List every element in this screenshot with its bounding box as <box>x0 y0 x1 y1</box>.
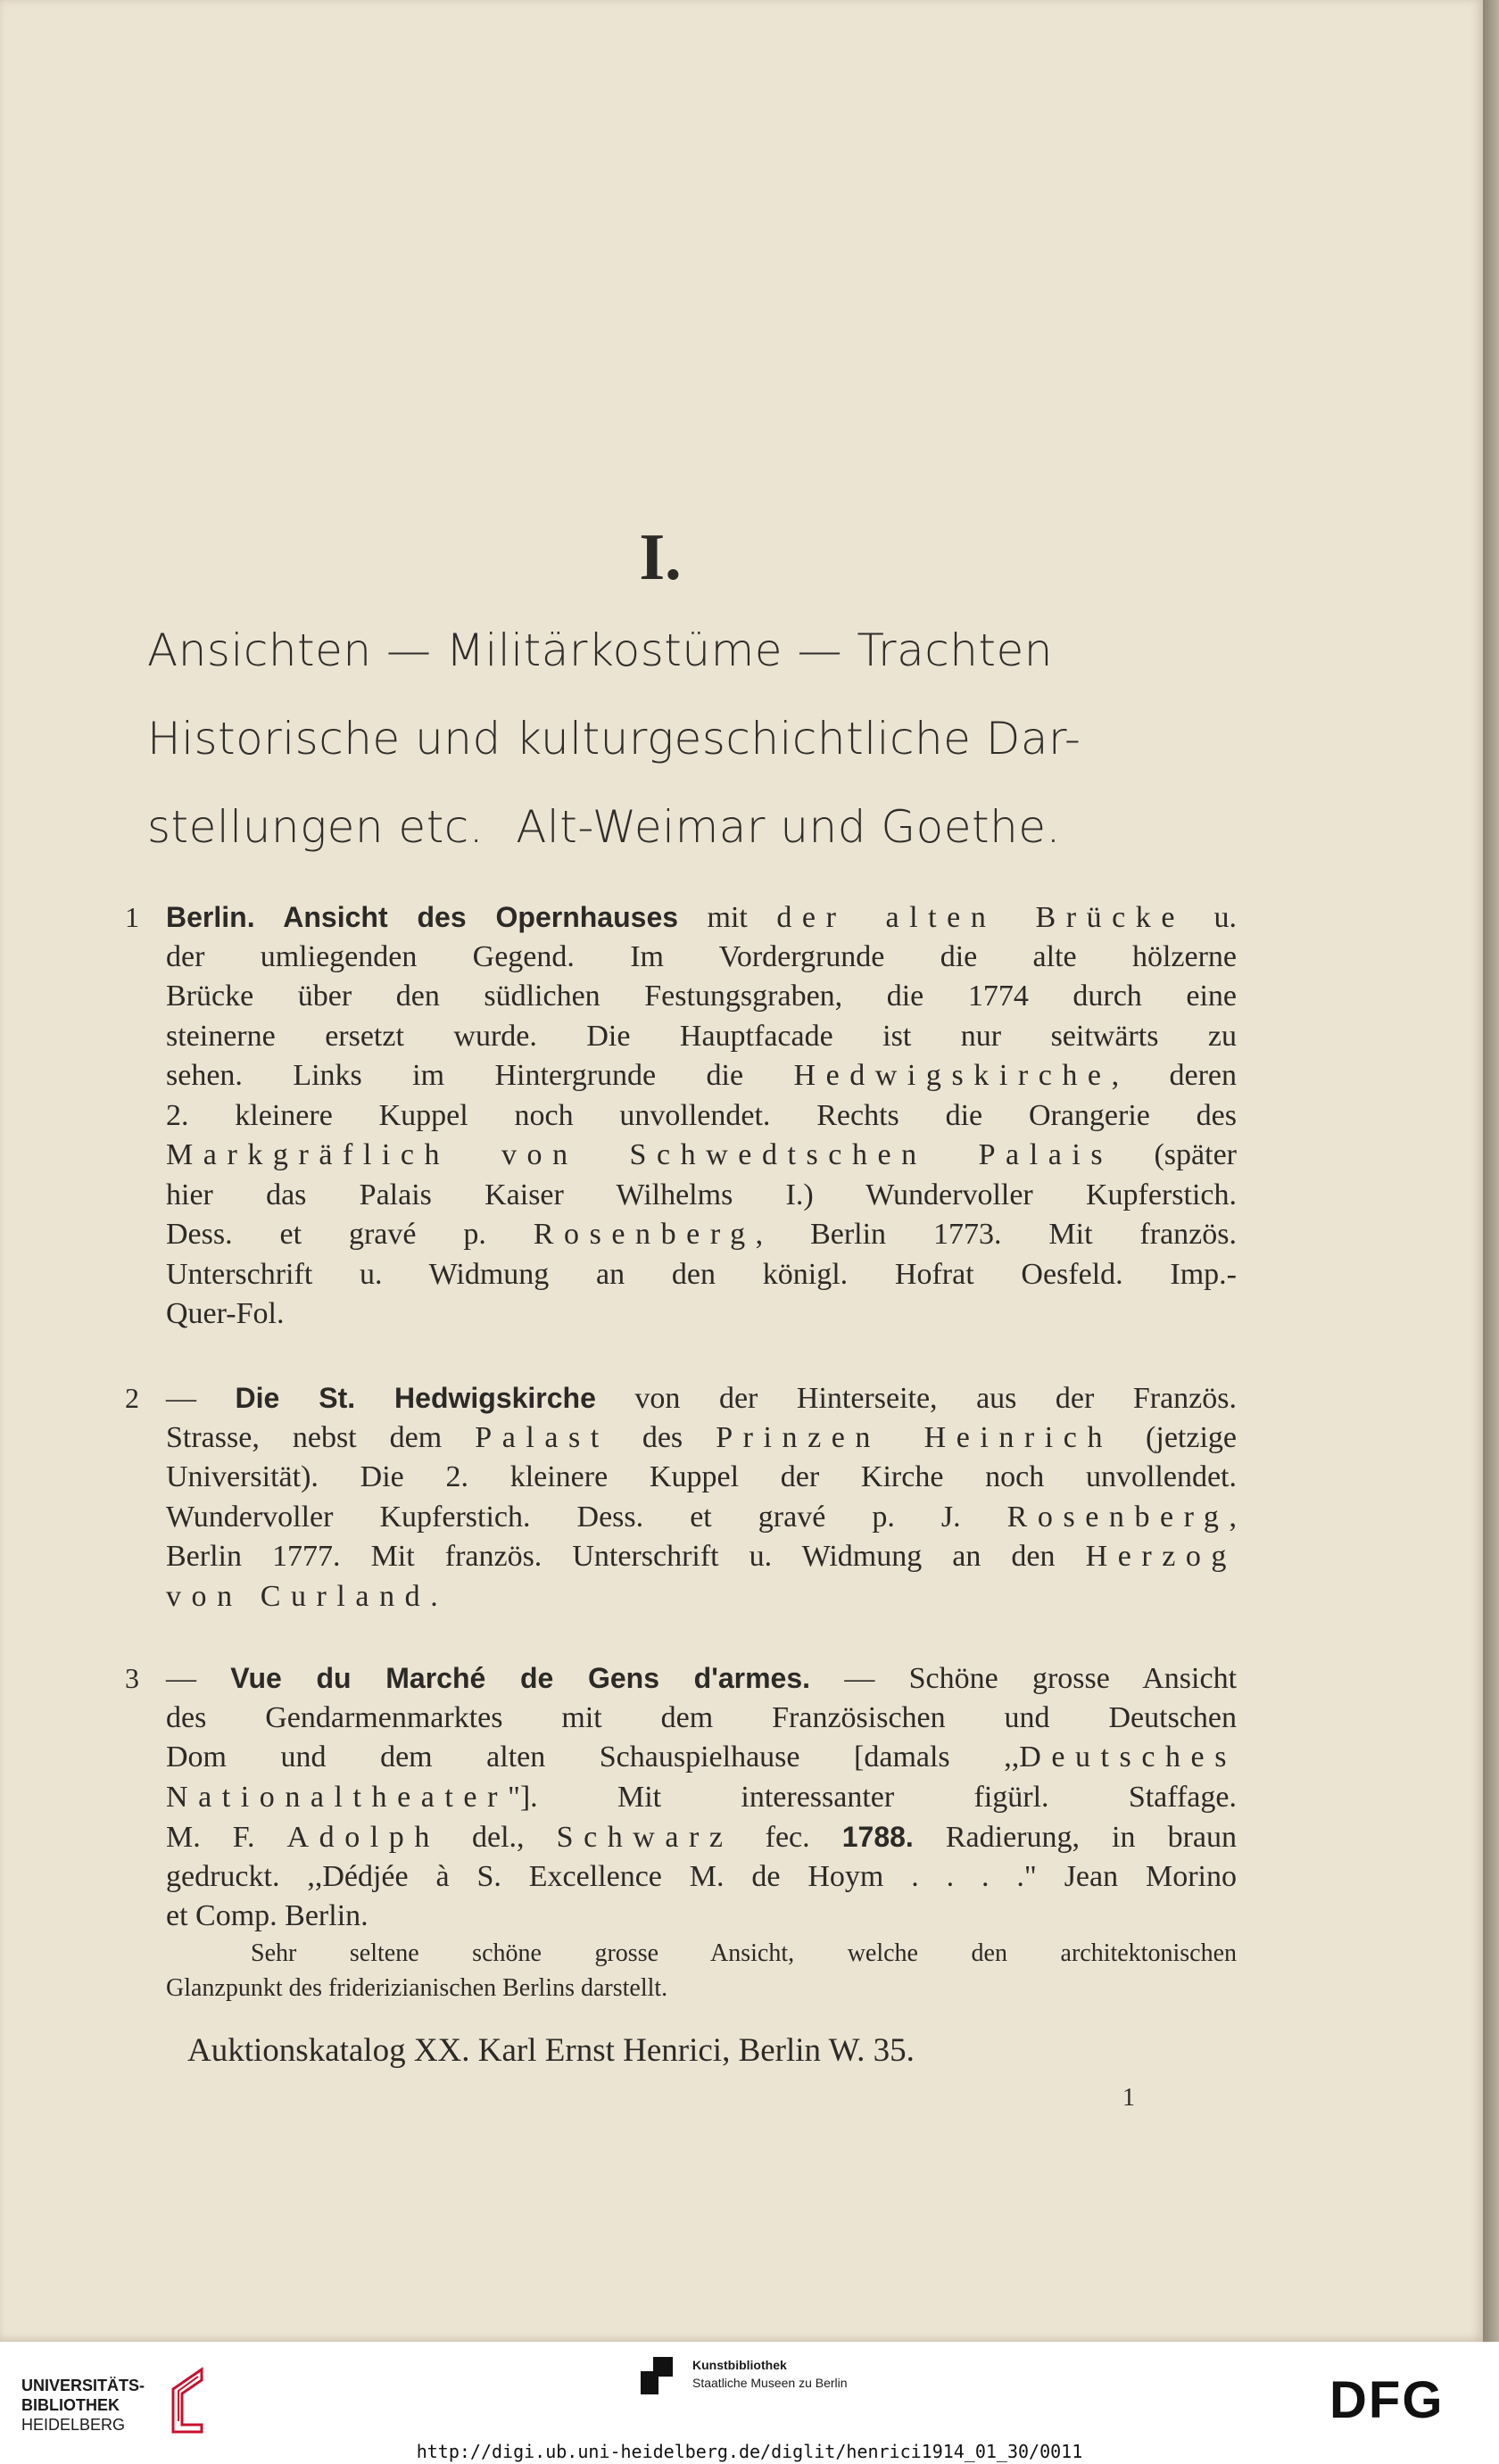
entry-2-line: Universität). Die 2. kleinere Kuppel der Kirche noch unvollendet. <box>166 1460 1237 1493</box>
entry-1-line: Brücke über den südlichen Festungsgraben, die 1774 durch eine <box>166 980 1237 1013</box>
entry-2-line: — Die St. Hedwigskirche von der Hinterseite, aus der Französ. <box>166 1382 1237 1415</box>
entry-2-number: 2 <box>125 1382 139 1414</box>
entry-1-line: 2. kleinere Kuppel noch unvollendet. Rechts die Orangerie des <box>166 1098 1237 1132</box>
dfg-logo: DFG <box>1329 2371 1445 2429</box>
entry-1-line: Quer-Fol. <box>166 1297 285 1330</box>
universitaetsbibliothek-logo-icon <box>166 2362 209 2434</box>
entry-3-number: 3 <box>125 1662 139 1694</box>
note-line: Sehr seltene schöne grosse Ansicht, welche den architektonischen <box>251 1939 1237 1967</box>
entry-3-heading: Vue du Marché de Gens d'armes. <box>230 1662 811 1694</box>
ub-logo-line-2: BIBLIOTHEK <box>21 2396 120 2414</box>
entry-1-line: steinerne ersetzt wurde. Die Hauptfacade ist nur seitwärts zu <box>166 1019 1237 1053</box>
entry-3-line: Nationaltheater"]. Mit interessanter figürl. Staffage. <box>166 1780 1237 1814</box>
entry-3 <box>166 1658 1237 1937</box>
entry-1-number: 1 <box>125 901 139 933</box>
entry-3-line: gedruckt. ,,Dédjée à S. Excellence M. de Hoym . . . ." Jean Morino <box>166 1859 1237 1893</box>
entry-3-line: Dom und dem alten Schauspielhause [damals ,,Deutsches <box>166 1741 1237 1774</box>
section-number: I. <box>639 521 682 594</box>
entry-2-line: Strasse, nebst dem Palast des Prinzen Heinrich (jetzige <box>166 1420 1237 1454</box>
entry-1 <box>166 897 1237 1335</box>
note-line: Glanzpunkt des friderizianischen Berlins darstellt. <box>166 1974 668 2002</box>
entry-2 <box>166 1378 1237 1616</box>
ub-logo-line-1: UNIVERSITÄTS- <box>21 2377 145 2394</box>
entry-3-line: M. F. Adolph del., Schwarz fec. 1788. Radierung, in braun <box>166 1821 1237 1854</box>
headline-line-3a: stellungen etc. <box>147 801 484 853</box>
entry-1-heading: Berlin. Ansicht des Opernhauses <box>166 901 679 933</box>
ub-logo-line-3: HEIDELBERG <box>21 2416 126 2434</box>
entry-2-line: Berlin 1777. Mit französ. Unterschrift u. Widmung an den Herzog <box>166 1540 1237 1573</box>
section-headline <box>147 607 1218 872</box>
entry-3-note <box>166 1936 1237 2005</box>
catalog-footer: Auktionskatalog XX. Karl Ernst Henrici, Berlin W. 35. <box>187 2032 915 2069</box>
entry-1-line: Unterschrift u. Widmung an den königl. Hofrat Oesfeld. Imp.- <box>166 1257 1237 1291</box>
source-url-link[interactable]: http://digi.ub.uni-heidelberg.de/diglit/henrici1914_01_30/0011 <box>416 2441 1083 2462</box>
entry-2-heading: Die St. Hedwigskirche <box>235 1382 596 1414</box>
entry-1-line: Dess. et gravé p. Rosenberg, Berlin 1773. Mit französ. <box>166 1218 1237 1251</box>
entry-2-line: von Curland. <box>166 1579 438 1613</box>
entry-1-line: sehen. Links im Hintergrunde die Hedwigskirche, deren <box>166 1059 1237 1092</box>
kb-logo-line-2: Staatliche Museen zu Berlin <box>692 2376 848 2390</box>
headline-line-3b: Alt-Weimar und Goethe. <box>516 801 1061 853</box>
entry-2-line: Wundervoller Kupferstich. Dess. et gravé p. J. Rosenberg, <box>166 1500 1237 1534</box>
entry-3-line: — Vue du Marché de Gens d'armes. — Schöne grosse Ansicht <box>166 1662 1238 1695</box>
entry-3-line: des Gendarmenmarktes mit dem Französischen und Deutschen <box>166 1700 1237 1734</box>
kb-logo-line-1: Kunstbibliothek <box>692 2358 787 2372</box>
entry-1-line: Markgräflich von Schwedtschen Palais (später <box>166 1138 1237 1171</box>
entry-1-line: hier das Palais Kaiser Wilhelms I.) Wundervoller Kupferstich. <box>166 1178 1237 1211</box>
signature-mark: 1 <box>1122 2084 1135 2112</box>
headline-line-1: Ansichten — Militärkostüme — Trachten <box>147 624 1053 676</box>
entry-1-line: der umliegenden Gegend. Im Vordergrunde die alte hölzerne <box>166 939 1237 973</box>
entry-1-line: Berlin. Ansicht des Opernhauses mit der alten Brücke u. <box>166 901 1237 934</box>
entry-3-line: et Comp. Berlin. <box>166 1899 369 1932</box>
headline-line-2: Historische und kulturgeschichtliche Dar- <box>147 713 1081 765</box>
page-edge <box>1483 0 1499 2342</box>
kunstbibliothek-logo-icon <box>639 2355 675 2396</box>
headline-line-3 <box>147 783 1218 872</box>
